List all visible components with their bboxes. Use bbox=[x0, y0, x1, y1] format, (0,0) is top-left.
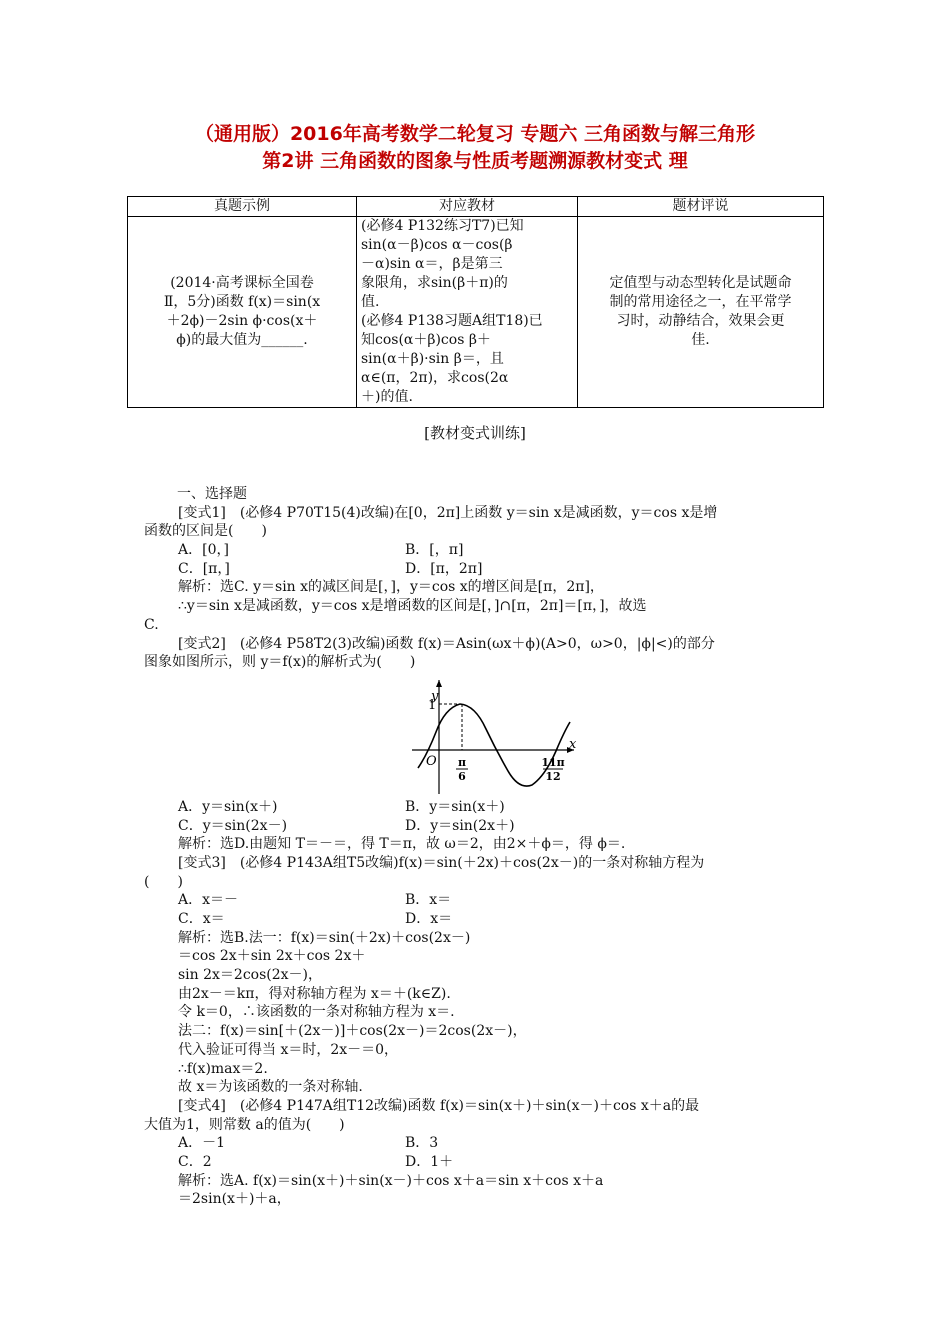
variant3-solution-1: 解析：选B.法一：f(x)＝sin(＋2x)＋cos(2x－) bbox=[178, 929, 471, 946]
variant4-choices-cd: C．2 D．1＋ bbox=[178, 1153, 454, 1170]
variant3-choices-ab: A．x＝－ B．x＝ bbox=[178, 892, 452, 909]
variant2-choices-cd: C．y＝sin(2x－) D．y＝sin(2x＋) bbox=[178, 817, 515, 834]
variant3-solution-8: ∴f(x)max＝2. bbox=[178, 1060, 268, 1077]
source-table bbox=[127, 196, 824, 408]
tick2-numerator: 11π bbox=[541, 755, 565, 769]
variant1-question: [变式1] (必修4 P70T15(4)改编)在[0，2π]上函数 y＝sin x是减函数，y＝cos x是增 bbox=[178, 504, 718, 521]
y-axis-label: y bbox=[431, 688, 439, 704]
variant2-question-cont: 图象如图所示，则 y＝f(x)的解析式为( ) bbox=[144, 654, 416, 671]
variant1-solution-3: C. bbox=[144, 616, 159, 633]
y-axis-arrow bbox=[436, 680, 442, 687]
variant3-solution-7: 代入验证可得当 x＝时，2x－＝0， bbox=[178, 1041, 399, 1058]
doc-title-line1: （通用版）2016年高考数学二轮复习 专题六 三角函数与解三角形 bbox=[194, 123, 756, 145]
variant1-choices-cd: C．[π，] D．[π，2π] bbox=[178, 560, 483, 577]
variant3-solution-9: 故 x＝为该函数的一条对称轴. bbox=[178, 1079, 363, 1096]
variant1-question-cont: 函数的区间是( ) bbox=[144, 523, 267, 540]
variant3-solution-5: 令 k＝0，∴该函数的一条对称轴方程为 x＝. bbox=[178, 1004, 455, 1021]
sine-graph-figure bbox=[144, 672, 814, 798]
variant4-question-cont: 大值为1，则常数 a的值为( ) bbox=[144, 1116, 345, 1133]
variant2-solution: 解析：选D.由题知 T＝－＝，得 T＝π，故 ω＝2，由2×＋ϕ＝，得 ϕ＝. bbox=[178, 836, 626, 853]
variant1-solution: 解析：选C. y＝sin x的减区间是[，]，y＝cos x的增区间是[π，2π]， bbox=[178, 579, 604, 596]
variant3-solution-4: 由2x－＝kπ，得对称轴方程为 x＝＋(k∈Z). bbox=[178, 985, 451, 1002]
variant3-solution-6: 法二：f(x)＝sin[＋(2x－)]＋cos(2x－)＝2cos(2x－)， bbox=[178, 1023, 527, 1040]
exercise-body bbox=[144, 485, 814, 1209]
variant3-choices-cd: C．x＝ D．x＝ bbox=[178, 911, 453, 927]
sine-graph bbox=[404, 672, 584, 798]
tick-label-one: 1 bbox=[428, 697, 437, 713]
table-cell-comment: 定值型与动态型转化是试题命 制的常用途径之一，在平常学 习时，动静结合，效果会更 佳. bbox=[578, 217, 824, 408]
x-axis-label: x bbox=[569, 736, 577, 752]
variant1-solution-2: ∴y＝sin x是减函数，y＝cos x是增函数的区间是[，]∩[π，2π]＝[π，]，故选 bbox=[178, 598, 647, 615]
variant3-solution-3: sin 2x＝2cos(2x－)， bbox=[178, 967, 323, 984]
variant3-question-cont: ( ) bbox=[144, 873, 183, 890]
table-header-textbook: 对应教材 bbox=[357, 197, 578, 217]
variant4-solution-1: 解析：选A. f(x)＝sin(x＋)＋sin(x－)＋cos x＋a＝sin x＋cos x＋a bbox=[178, 1172, 604, 1189]
variant4-question: [变式4] (必修4 P147A组T12改编)函数 f(x)＝sin(x＋)＋sin(x－)＋cos x＋a的最 bbox=[178, 1097, 700, 1114]
variant3-question: [变式3] (必修4 P143A组T5改编)f(x)＝sin(＋2x)＋cos(2x－)的一条对称轴方程为 bbox=[178, 854, 705, 871]
variant2-question: [变式2] (必修4 P58T2(3)改编)函数 f(x)＝Asin(ωx＋ϕ)(A>0，ω>0，|ϕ|<)的部分 bbox=[178, 635, 715, 652]
section-subtitle: [教材变式训练] bbox=[424, 424, 526, 442]
table-header-comment: 题材评说 bbox=[578, 197, 824, 217]
variant2-choices-ab: A．y＝sin(x＋) B．y＝sin(x＋) bbox=[178, 798, 505, 815]
variant4-solution-2: ＝2sin(x＋)＋a， bbox=[178, 1191, 291, 1208]
doc-title-line2: 第2讲 三角函数的图象与性质考题溯源教材变式 理 bbox=[262, 150, 688, 172]
variant4-choices-ab: A．－1 B．3 bbox=[178, 1135, 439, 1152]
table-header-exam: 真题示例 bbox=[128, 197, 357, 217]
section-heading: 一、选择题 bbox=[177, 486, 247, 502]
variant1-choices-ab: A．[0，] B．[，π] bbox=[178, 542, 464, 559]
tick2-denominator: 12 bbox=[545, 769, 561, 783]
variant3-solution-2: ＝cos 2x＋sin 2x＋cos 2x＋ bbox=[178, 948, 366, 965]
table-cell-exam: (2014·高考课标全国卷 Ⅱ，5分)函数 f(x)＝sin(x ＋2ϕ)－2sin ϕ·cos(x＋ ϕ)的最大值为______. bbox=[128, 217, 357, 408]
tick1-denominator: 6 bbox=[458, 769, 466, 783]
table-cell-textbook: (必修4 P132练习T7)已知 sin(α－β)cos α－cos(β －α)sin α＝，β是第三 象限角，求sin(β＋π)的 值. (必修4 P138习题A组T18)已 知cos(α＋β)cos β＋ sin(α＋β)·sin β＝，且 α∈(π，2π)，求cos(2α ＋)的值. bbox=[357, 217, 578, 408]
origin-label: O bbox=[426, 753, 437, 769]
tick1-numerator: π bbox=[457, 755, 467, 769]
